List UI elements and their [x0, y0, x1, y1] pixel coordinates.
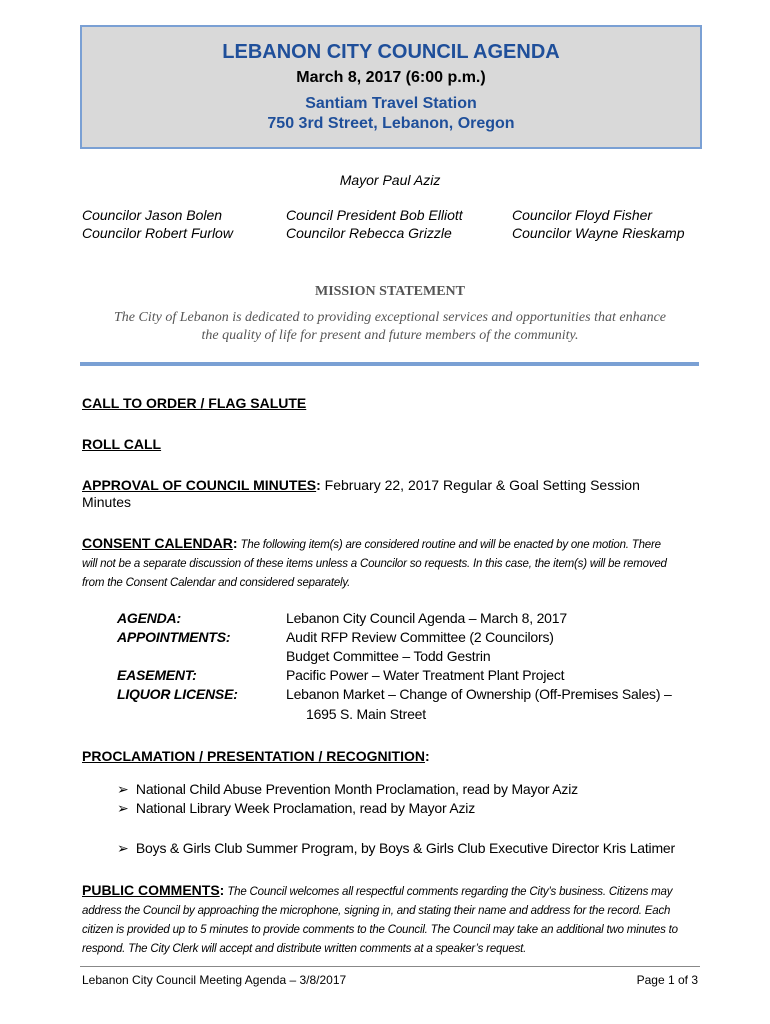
agenda-header-box: [80, 25, 702, 149]
location-name: Santiam Travel Station: [305, 95, 477, 112]
consent-label-liquor: LIQUOR LICENSE:: [117, 686, 238, 702]
consent-value-agenda: Lebanon City Council Agenda – March 8, 2017: [286, 610, 567, 626]
mission-line: the quality of life for present and future members of the community.: [201, 328, 579, 343]
roll-call-heading: ROLL CALL: [82, 436, 162, 452]
consent-text: The following item(s) are considered routine and will be enacted by one motion. There: [237, 539, 661, 551]
public-comments-text: The Council welcomes all respectful comments regarding the City’s business. Citizens may: [224, 886, 673, 898]
councilor-name: Council President Bob Elliott: [286, 207, 463, 223]
councilor-name: Councilor Jason Bolen: [82, 207, 223, 223]
minutes-section: [82, 477, 702, 511]
footer-divider: [80, 966, 700, 967]
consent-text: from the Consent Calendar and considered separately.: [82, 577, 351, 589]
mission-line: The City of Lebanon is dedicated to providing exceptional services and opportunities that enhance: [114, 310, 666, 325]
consent-label-agenda: AGENDA:: [117, 610, 181, 626]
footer-title: Lebanon City Council Meeting Agenda – 3/8/2017: [82, 973, 347, 987]
consent-value-appointments: Audit RFP Review Committee (2 Councilors): [286, 629, 554, 645]
councilor-name: Councilor Robert Furlow: [82, 225, 233, 241]
councilor-column-3: [512, 206, 684, 242]
arrow-bullet-icon: ➢: [117, 781, 129, 797]
consent-section: [82, 535, 702, 592]
proclamation-item: [117, 800, 475, 817]
consent-value-liquor-2: 1695 S. Main Street: [306, 706, 426, 722]
proclamation-text: Boys & Girls Club Summer Program, by Boys & Girls Club Executive Director Kris Latimer: [135, 840, 675, 856]
proclamation-heading: PROCLAMATION / PRESENTATION / RECOGNITION: [82, 748, 425, 764]
consent-text: will not be a separate discussion of these items unless a Councilor so requests. In this case, the item(s) will be removed: [82, 558, 667, 570]
location-address: 750 3rd Street, Lebanon, Oregon: [267, 115, 515, 132]
councilor-column-1: [82, 206, 233, 242]
councilor-name: Councilor Floyd Fisher: [512, 207, 653, 223]
minutes-heading: APPROVAL OF COUNCIL MINUTES: [82, 477, 317, 493]
minutes-colon: :: [316, 477, 321, 493]
meeting-location: [82, 94, 700, 134]
section-divider: [80, 362, 699, 366]
consent-value-liquor: Lebanon Market – Change of Ownership (Off-Premises Sales) –: [286, 686, 672, 702]
consent-value-appointments-2: Budget Committee – Todd Gestrin: [286, 648, 491, 664]
proclamation-item: [117, 840, 675, 857]
minutes-text: February 22, 2017 Regular & Goal Setting Session: [320, 477, 640, 493]
mayor-name: Mayor Paul Aziz: [339, 172, 441, 188]
meeting-date: March 8, 2017 (6:00 p.m.): [296, 69, 486, 86]
mission-heading: MISSION STATEMENT: [314, 284, 465, 299]
proclamation-section: [82, 748, 702, 765]
public-comments-text: citizen is provided up to 5 minutes to provide comments to the Council. The Council may take an additional two minutes to: [82, 924, 678, 936]
agenda-title: LEBANON CITY COUNCIL AGENDA: [222, 41, 560, 63]
councilor-name: Councilor Rebecca Grizzle: [286, 225, 452, 241]
proclamation-colon: :: [425, 748, 430, 764]
consent-label-easement: EASEMENT:: [117, 667, 197, 683]
consent-colon: :: [232, 535, 238, 551]
arrow-bullet-icon: ➢: [117, 840, 129, 856]
consent-label-appointments: APPOINTMENTS:: [117, 629, 231, 645]
minutes-text-cont: Minutes: [82, 494, 132, 510]
public-comments-text: respond. The City Clerk will accept and distribute written comments at a speaker’s request.: [82, 943, 527, 955]
call-to-order-heading: CALL TO ORDER / FLAG SALUTE: [82, 395, 307, 411]
arrow-bullet-icon: ➢: [117, 800, 129, 816]
page-number: Page 1 of 3: [636, 973, 698, 987]
proclamation-text: National Library Week Proclamation, read by Mayor Aziz: [135, 800, 476, 816]
councilor-name: Councilor Wayne Rieskamp: [512, 225, 685, 241]
consent-heading: CONSENT CALENDAR: [82, 535, 233, 551]
public-comments-colon: :: [219, 882, 225, 898]
councilor-column-2: [286, 206, 463, 242]
public-comments-heading: PUBLIC COMMENTS: [82, 882, 220, 898]
mission-text: [60, 309, 720, 345]
proclamation-text: National Child Abuse Prevention Month Proclamation, read by Mayor Aziz: [135, 781, 578, 797]
consent-value-easement: Pacific Power – Water Treatment Plant Project: [286, 667, 565, 683]
proclamation-item: [117, 781, 578, 798]
public-comments-text: address the Council by approaching the microphone, signing in, and stating their name and address for the record. Each: [82, 905, 671, 917]
public-comments-section: [82, 882, 702, 958]
